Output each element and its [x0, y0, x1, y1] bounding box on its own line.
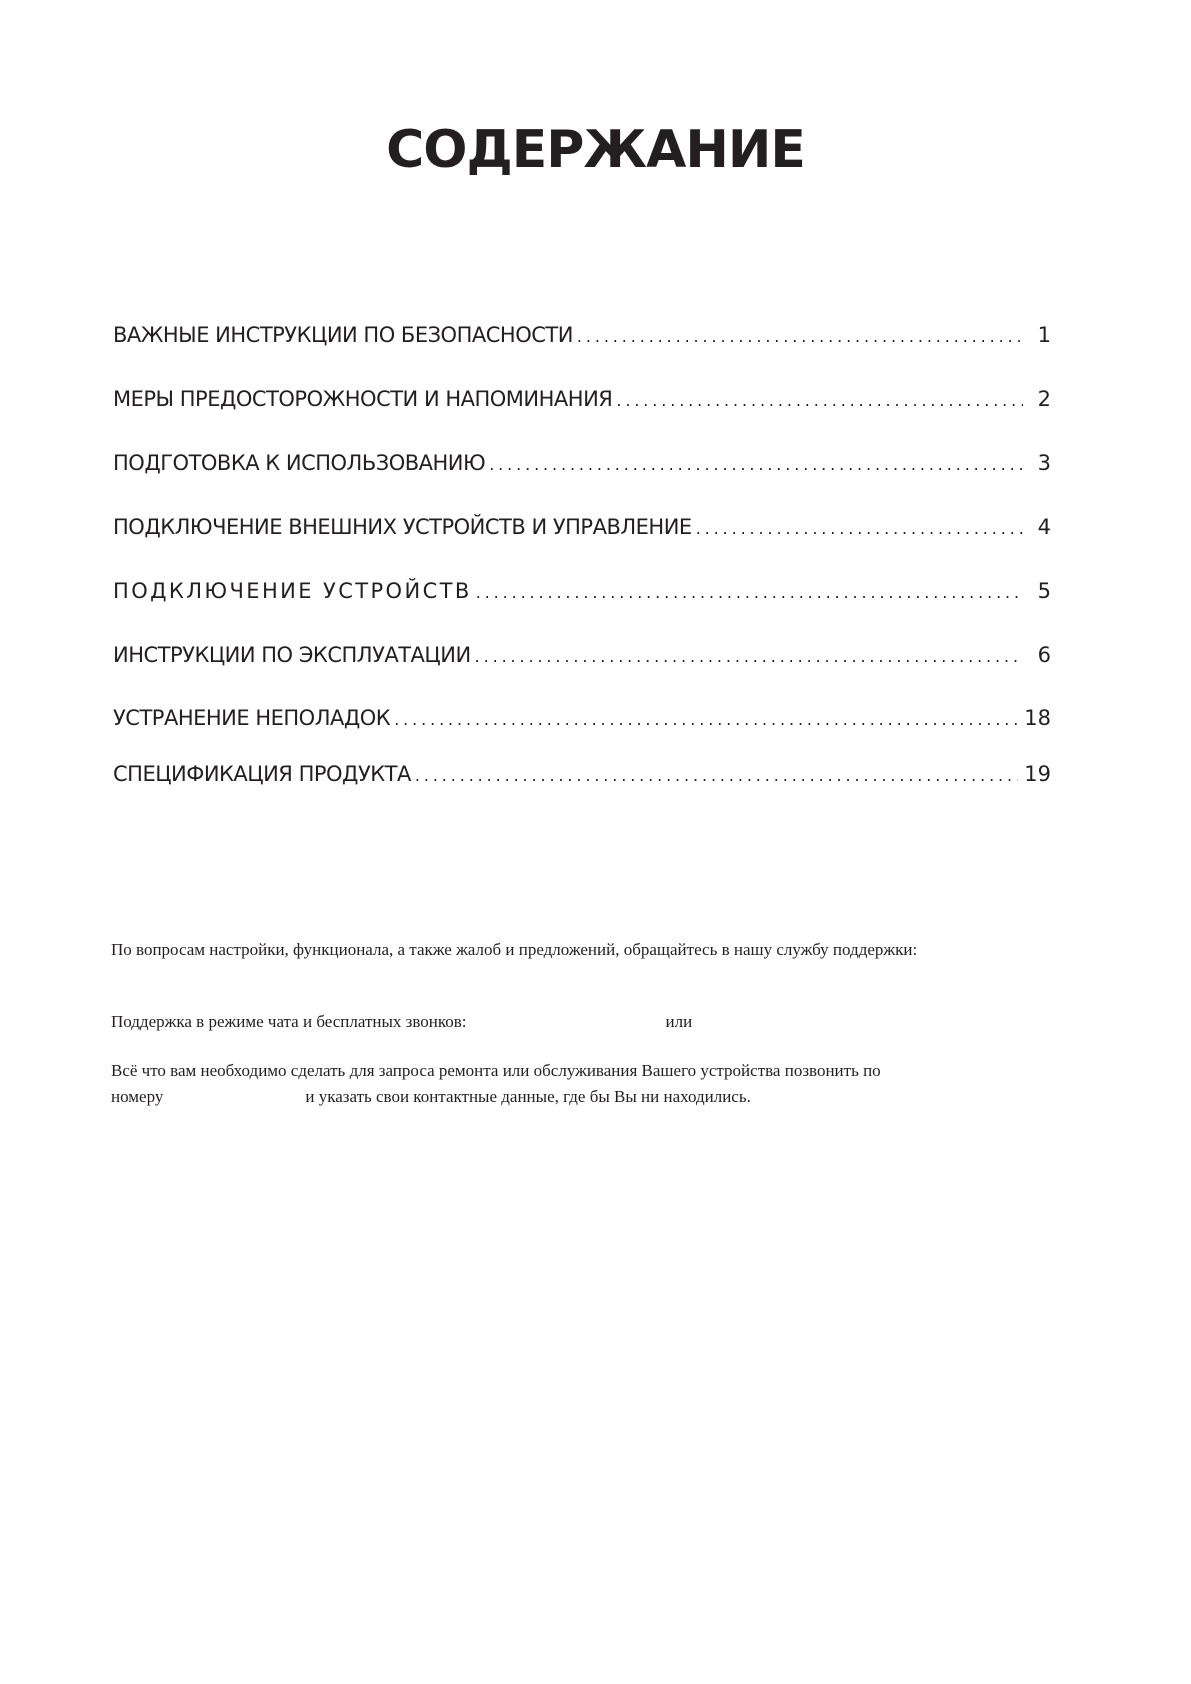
toc-entry-page: 19: [1024, 762, 1051, 786]
toc-dot-leader: [475, 640, 1023, 674]
toc-dot-leader: [415, 759, 1018, 793]
toc-dot-leader: [577, 320, 1023, 354]
toc-entry-operation[interactable]: [113, 638, 1051, 672]
toc-entry-label: ВАЖНЫЕ ИНСТРУКЦИИ ПО БЕЗОПАСНОСТИ: [113, 323, 573, 347]
toc-entry-page: 4: [1037, 515, 1051, 539]
toc-entry-label: СПЕЦИФИКАЦИЯ ПРОДУКТА: [113, 762, 411, 786]
toc-entry-label: МЕРЫ ПРЕДОСТОРОЖНОСТИ И НАПОМИНАНИЯ: [113, 387, 613, 411]
toc-entry-label: ИНСТРУКЦИИ ПО ЭКСПЛУАТАЦИИ: [113, 643, 471, 667]
toc-dot-leader: [489, 448, 1023, 482]
toc-entry-preparation[interactable]: [113, 446, 1051, 480]
support-chat-line: [111, 1009, 1091, 1035]
toc-entry-page: 2: [1037, 387, 1051, 411]
support-repair-line2: и указать свои контактные данные, где бы Вы ни находились.: [305, 1087, 751, 1106]
toc-entry-page: 6: [1037, 643, 1051, 667]
toc-entry-page: 3: [1037, 451, 1051, 475]
toc-entry-page: 5: [1037, 579, 1051, 603]
support-intro: По вопросам настройки, функционала, а также жалоб и предложений, обращайтесь в нашу службу поддержки:: [111, 940, 918, 959]
page-title: СОДЕРЖАНИЕ: [386, 120, 805, 180]
toc-entry-label: ПОДКЛЮЧЕНИЕ УСТРОЙСТВ: [113, 579, 472, 603]
toc-entry-troubleshooting[interactable]: [113, 701, 1051, 735]
toc-entry-safety[interactable]: [113, 318, 1051, 352]
toc-entry-device-connection[interactable]: [113, 574, 1051, 608]
toc-entry-label: УСТРАНЕНИЕ НЕПОЛАДОК: [113, 706, 391, 730]
support-chat-label: Поддержка в режиме чата и бесплатных звонков:: [111, 1012, 467, 1031]
support-chat-or: или: [665, 1012, 693, 1031]
toc-entry-specification[interactable]: [113, 757, 1051, 791]
toc-entry-page: 18: [1024, 706, 1051, 730]
toc-entry-precautions[interactable]: [113, 382, 1051, 416]
support-repair-number-word: номеру: [111, 1087, 164, 1106]
toc-entry-label: ПОДГОТОВКА К ИСПОЛЬЗОВАНИЮ: [113, 451, 486, 475]
support-repair-line1: Всё что вам необходимо сделать для запроса ремонта или обслуживания Вашего устройства позвонить по: [111, 1061, 881, 1080]
toc-dot-leader: [476, 576, 1023, 610]
toc-entry-label: ПОДКЛЮЧЕНИЕ ВНЕШНИХ УСТРОЙСТВ И УПРАВЛЕНИЕ: [113, 515, 692, 539]
toc-dot-leader: [616, 384, 1023, 418]
toc-dot-leader: [394, 703, 1018, 737]
toc-entry-external-devices[interactable]: [113, 510, 1051, 544]
support-repair-paragraph: [111, 1058, 1091, 1110]
toc-dot-leader: [696, 512, 1023, 546]
toc-entry-page: 1: [1037, 323, 1051, 347]
